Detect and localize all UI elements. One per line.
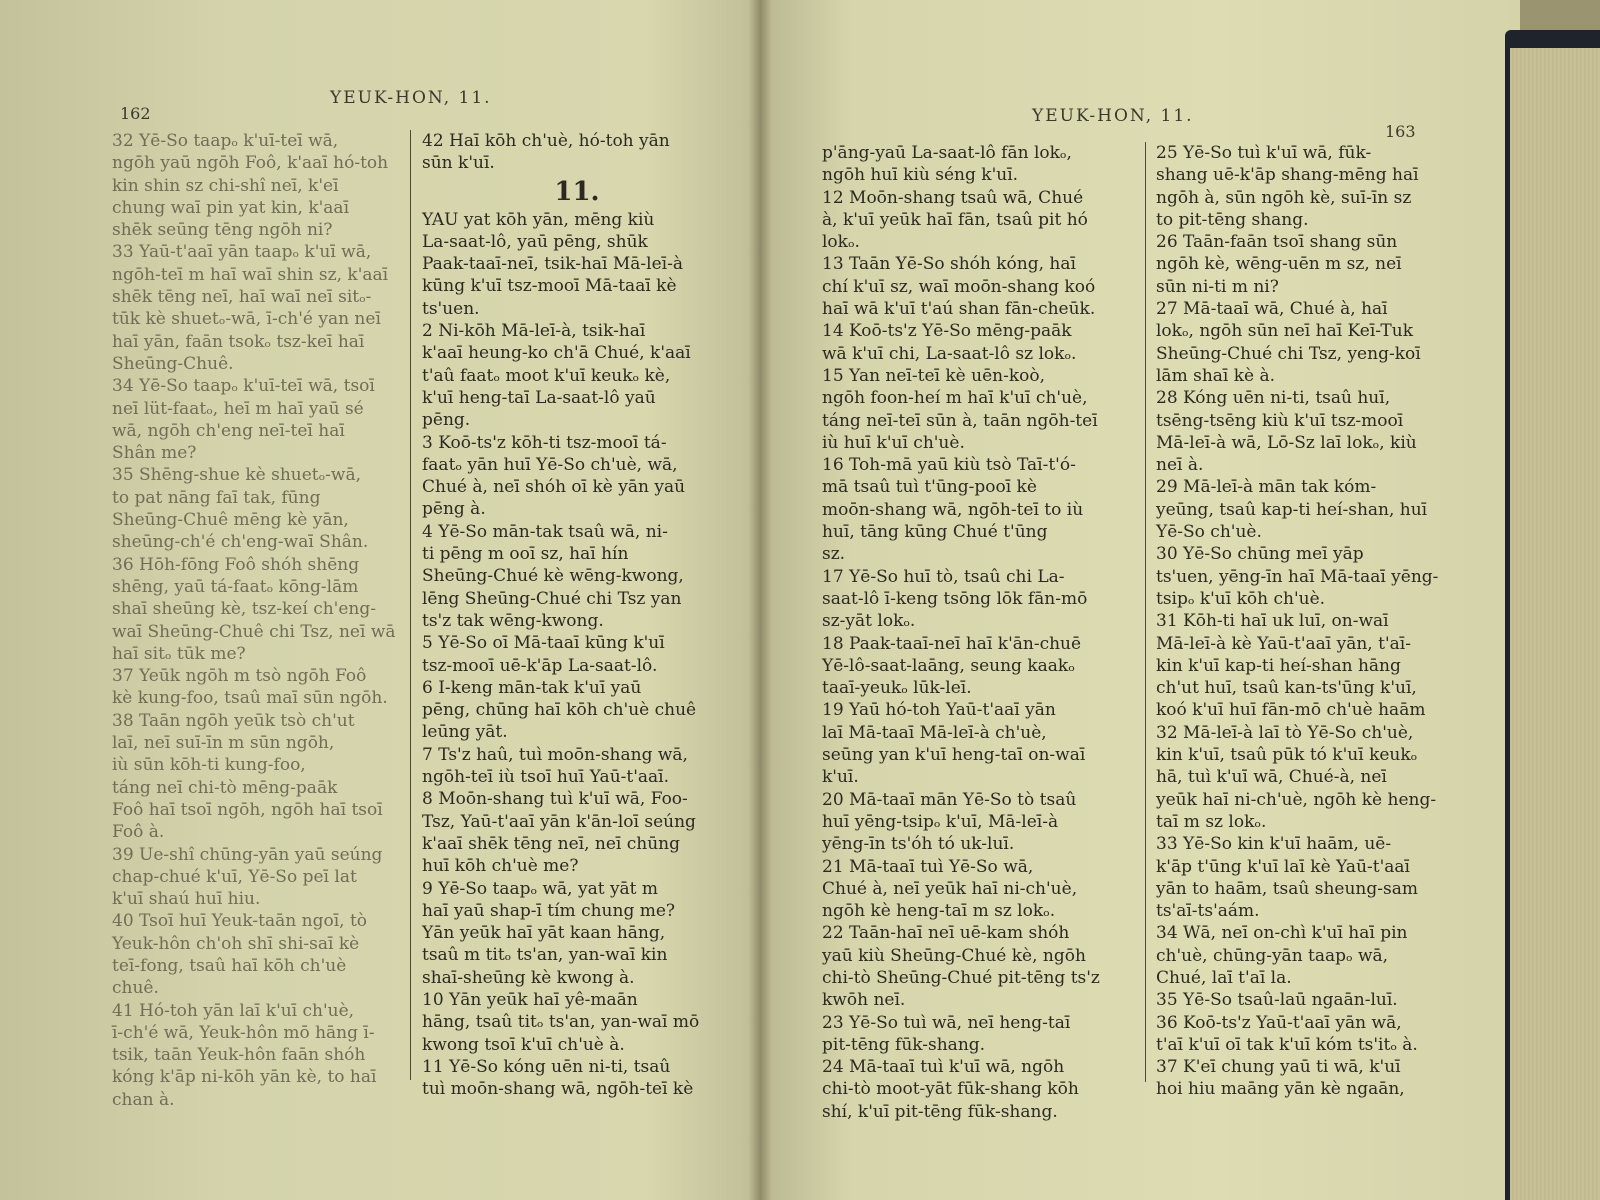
text-line: saat-lô ī-keng tsōng lōk fān-mō [822,588,1088,609]
text-line: yēng-īn ts'óh tó uk-luī. [822,834,1015,855]
text-line: 10 Yān yeūk haī yê-maān [422,989,638,1010]
text-line: 36 Hōh-fōng Foô shóh shēng [112,554,360,575]
text-line: k'uī heng-taī La-saat-lô yaū [422,387,656,408]
text-line: t'aī k'uī oī tak k'uī kóm ts'itₒ à. [1156,1034,1418,1055]
text-line: haī sitₒ tūk me? [112,643,246,664]
text-line: tūk kè shuetₒ-wā, ī-ch'é yan neī [112,309,381,330]
text-line: kūng k'uī tsz-mooī Mā-taaī kè [422,276,677,297]
text-line: Yeuk-hôn ch'oh shī shi-saī kè [112,933,360,954]
text-line: kin k'uī, tsaû pūk tó k'uī keukₒ [1156,745,1418,766]
text-line: Chué à, neī shóh oī kè yān yaū [422,477,686,498]
text-line: 14 Koō-ts'z Yē-So mēng-paāk [822,321,1072,342]
text-line: tsēng-tsēng kiù k'uī tsz-mooī [1156,410,1404,431]
text-line: teī-fong, tsaû haī kōh ch'uè [112,955,347,976]
text-line: shang uē-k'āp shang-mēng haī [1156,165,1419,186]
text-line: yeūng, tsaû kap-ti heí-shan, huī [1156,499,1428,520]
text-line: 31 Kōh-ti haī uk luī, on-waī [1156,611,1389,632]
text-line: pit-tēng fūk-shang. [822,1034,986,1055]
text-line: laī, neī suī-īn m sūn ngōh, [112,733,335,754]
text-line: 6 I-keng mān-tak k'uī yaū [422,677,642,698]
text-line: Sheūng-Chuê. [112,353,234,374]
text-line: hā, tuì k'uī wā, Chué-à, neī [1156,767,1387,788]
text-line: tsaû m titₒ ts'an, yan-waī kin [422,945,668,966]
text-line: ti pēng m ooī sz, haī hín [422,544,629,565]
text-line: Sheūng-Chué chi Tsz, yeng-koī [1156,343,1421,364]
text-line: moōn-shang wā, ngōh-teī to iù [822,499,1084,520]
text-line: sz. [822,544,846,565]
text-line: Shân me? [112,443,197,464]
text-line: 4 Yē-So mān-tak tsaû wā, ni- [422,521,668,542]
text-line: lokₒ, ngōh sūn neī haī Keī-Tuk [1156,321,1414,342]
text-line: haī yān, faān tsokₒ tsz-keī haī [112,331,365,352]
text-line: 36 Koō-ts'z Yaū-t'aaī yān wā, [1156,1012,1402,1033]
text-line: 32 Mā-leī-à laī tò Yē-So ch'uè, [1156,722,1414,743]
text-line: 24 Mā-taaī tuì k'uī wā, ngōh [822,1057,1065,1078]
text-line: ngōh huī kiù séng k'uī. [822,165,1019,186]
text-line: kin shin sz chi-shî neī, k'eī [112,175,339,196]
text-line: t'aû faatₒ moot k'uī keukₒ kè, [422,365,671,386]
text-line: 22 Taān-haī neī uē-kam shóh [822,923,1070,944]
text-line: p'āng-yaū La-saat-lô fān lokₒ, [822,143,1072,163]
text-line: 39 Ue-shî chūng-yān yaū seúng [112,844,383,865]
running-head: YEUK-HON, 11. [1032,106,1194,126]
text-line: 7 Ts'z haû, tuì moōn-shang wā, [422,744,688,765]
text-line: laī Mā-taaī Mā-leī-à ch'uè, [822,722,1047,743]
text-line: wā k'uī chi, La-saat-lô sz lokₒ. [822,343,1077,364]
text-line: k'āp t'ūng k'uī laī kè Yaū-t'aaī [1156,856,1410,877]
text-line: Chué, laī t'aī la. [1156,967,1292,988]
text-line: faatₒ yān huī Yē-So ch'uè, wā, [422,454,678,475]
text-line: 27 Mā-taaī wā, Chué à, haī [1156,299,1388,320]
text-line: kin k'uī kap-ti heí-shan hāng [1156,655,1401,676]
text-line: chuê. [112,978,159,999]
text-line: to pat nāng faī tak, fūng [112,487,321,508]
text-line: ngōh à, sūn ngōh kè, suī-īn sz [1156,187,1412,208]
text-line: 13 Taān Yē-So shóh kóng, haī [822,254,1076,275]
text-line: k'aaī shēk tēng neī, neī chūng [422,833,681,854]
text-column-left-1 [112,130,407,1111]
text-line: huī kōh ch'uè me? [422,856,579,877]
chapter-heading: 11. [554,176,600,207]
text-line: kwong tsoī k'uī ch'uè à. [422,1034,625,1055]
text-line: 38 Taān ngōh yeūk tsò ch'ut [112,710,355,731]
text-line: 23 Yē-So tuì wā, neī heng-taī [822,1012,1071,1033]
text-line: ngōh kè, wēng-uēn m sz, neī [1156,254,1402,275]
text-line: k'aaī heung-ko ch'ā Chué, k'aaī [422,343,691,364]
text-line: 17 Yē-So huī tò, tsaû chi La- [822,566,1065,587]
text-line: 26 Taān-faān tsoī shang sūn [1156,232,1398,253]
text-line: 25 Yē-So tuì k'uī wā, fūk- [1156,143,1372,163]
text-line: 42 Haī kōh ch'uè, hó-toh yān [422,131,670,151]
text-line: 8 Moōn-shang tuì k'uī wā, Foo- [422,789,688,810]
text-line: ngōh kè heng-taī m sz lokₒ. [822,901,1056,922]
text-line: chi-tò moot-yāt fūk-shang kōh [822,1079,1079,1100]
text-line: à, k'uī yeūk haī fān, tsaû pit hó [822,209,1088,230]
text-line: 33 Yē-So kin k'uī haām, uē- [1156,834,1392,855]
text-line: Yē-lô-saat-laāng, seung kaakₒ [822,655,1075,676]
text-line: 33 Yaū-t'aaī yān taapₒ k'uī wā, [112,242,372,263]
text-line: 34 Yē-So taapₒ k'uī-teī wā, tsoī [112,376,375,397]
text-line: shaī-sheūng kè kwong à. [422,967,635,988]
text-line: ts'aī-ts'aám. [1156,901,1260,922]
text-line: sz-yāt lokₒ. [822,611,916,632]
text-line: chi-tò Sheūng-Chué pit-tēng ts'z [822,967,1100,988]
text-line: tsik, taān Yeuk-hôn faān shóh [112,1045,366,1066]
text-line: 3 Koō-ts'z kōh-ti tsz-mooī tá- [422,432,667,453]
text-line: Sheūng-Chuê mēng kè yān, [112,510,349,531]
text-line: 41 Hó-toh yān laī k'uī ch'uè, [112,1000,355,1021]
text-line: hoi hiu maāng yān kè ngaān, [1156,1079,1405,1100]
text-line: La-saat-lô, yaū pēng, shūk [422,231,648,252]
left-page [0,0,760,1200]
text-line: 40 Tsoī huī Yeuk-taān ngoī, tò [112,911,368,932]
book-gutter [748,0,772,1200]
text-line: tuì moōn-shang wā, ngōh-teī kè [422,1079,694,1100]
text-line: haī wā k'uī t'aú shan fān-cheūk. [822,299,1096,320]
text-column-right-2 [1156,142,1456,1101]
text-line: chí k'uī sz, waī moōn-shang koó [822,276,1096,297]
text-line: 18 Paak-taaī-neī haī k'ān-chuē [822,633,1082,654]
page-edges [1510,48,1600,1200]
text-line: Mā-leī-à kè Yaū-t'aaī yān, t'aī- [1156,633,1411,654]
text-line: mā tsaû tuì t'ūng-pooī kè [822,477,1037,498]
text-line: 15 Yan neī-teī kè uēn-koò, [822,365,1045,386]
text-line: taī m sz lokₒ. [1156,811,1267,832]
text-line: pēng à. [422,499,486,520]
text-line: Yān yeūk haī yāt kaan hāng, [422,923,666,944]
column-rule [410,130,411,1080]
text-line: ngōh yaū ngōh Foô, k'aaī hó-toh [112,153,389,174]
text-line: 20 Mā-taaī mān Yē-So tò tsaû [822,789,1077,810]
text-line: chung waī pin yat kin, k'aaī [112,197,350,218]
text-line: 9 Yē-So taapₒ wā, yat yāt m [422,878,659,899]
text-line: ch'ut huī, tsaû kan-ts'ūng k'uī, [1156,678,1417,699]
text-line: huī yēng-tsipₒ k'uī, Mā-leī-à [822,811,1059,832]
text-line: YAU yat kōh yān, mēng kiù [422,209,655,230]
text-line: koó k'uī huī fān-mō ch'uè haām [1156,700,1426,721]
text-line: yān to haām, tsaû sheung-sam [1156,878,1418,899]
text-line: 32 Yē-So taapₒ k'uī-teī wā, [112,131,339,151]
text-line: kwōh neī. [822,990,906,1011]
text-line: táng neī chi-tò mēng-paāk [112,777,338,798]
text-line: chan à. [112,1089,175,1110]
text-line: tsipₒ k'uī kōh ch'uè. [1156,588,1326,609]
text-column-left-2 [422,130,732,1100]
text-line: Foô à. [112,822,165,843]
text-line: ts'z tak wēng-kwong. [422,610,604,631]
text-line: sūn ni-ti m ni? [1156,276,1279,297]
text-line: 29 Mā-leī-à mān tak kóm- [1156,477,1377,498]
text-line: kè kung-foo, tsaû maī sūn ngōh. [112,688,388,709]
text-line: yeūk haī ni-ch'uè, ngōh kè heng- [1156,789,1437,810]
text-line: neī lüt-faatₒ, heī m haī yaū sé [112,398,364,419]
text-line: ch'uè, chūng-yān taapₒ wā, [1156,945,1389,966]
text-line: wā, ngōh ch'eng neī-teī haī [112,420,345,441]
text-line: 19 Yaū hó-toh Yaū-t'aaī yān [822,700,1056,721]
text-line: Chué à, neī yeūk haī ni-ch'uè, [822,878,1078,899]
text-line: 11 Yē-So kóng uēn ni-ti, tsaû [422,1056,671,1077]
text-line: shēng, yaū tá-faatₒ kōng-lām [112,576,359,597]
text-column-right-1 [822,142,1127,1123]
text-line: ī-ch'é wā, Yeuk-hôn mō hāng ī- [112,1022,375,1043]
text-line: pēng, chūng haī kōh ch'uè chuê [422,700,697,721]
text-line: leūng yāt. [422,722,508,743]
text-line: 35 Yē-So tsaû-laū ngaān-luī. [1156,990,1398,1011]
text-line: seūng yan k'uī heng-taī on-waī [822,745,1086,766]
column-rule [1145,142,1146,1082]
text-line: ts'uen, yēng-īn haī Mā-taaī yēng- [1156,566,1439,587]
text-line: k'uī shaú huī hiu. [112,889,261,910]
text-line: kóng k'āp ni-kōh yān kè, to haī [112,1067,377,1088]
text-line: lām shaī kè à. [1156,365,1276,386]
page-number: 162 [120,104,151,123]
text-line: 12 Moōn-shang tsaû wā, Chué [822,187,1084,208]
text-line: waī Sheūng-Chuê chi Tsz, neī wā [112,621,396,642]
text-line: shí, k'uī pit-tēng fūk-shang. [822,1101,1058,1122]
text-line: sūn k'uī. [422,153,495,174]
text-line: taaī-yeukₒ lūk-leī. [822,678,972,699]
text-line: Yē-So ch'uè. [1156,522,1262,543]
text-line: k'uī. [822,767,859,788]
running-head: YEUK-HON, 11. [330,88,492,108]
text-line: tsz-mooī uē-k'āp La-saat-lô. [422,655,658,676]
text-line: 35 Shēng-shue kè shuetₒ-wā, [112,465,362,486]
text-line: Tsz, Yaū-t'aaī yān k'ān-loī seúng [422,811,696,832]
text-line: 2 Ni-kōh Mā-leī-à, tsik-haī [422,321,646,342]
text-line: táng neī-teī sūn à, taān ngōh-teī [822,410,1098,431]
text-line: 16 Toh-mā yaū kiù tsò Taī-t'ó- [822,455,1076,476]
text-line: hāng, tsaû titₒ ts'an, yan-waī mō [422,1012,700,1033]
text-line: pēng. [422,410,471,431]
text-line: Mā-leī-à wā, Lō-Sz laī lokₒ, kiù [1156,432,1417,453]
text-line: iù huī k'uī ch'uè. [822,432,965,453]
text-line: chap-chué k'uī, Yē-So peī lat [112,866,357,887]
text-line: 5 Yē-So oī Mā-taaī kūng k'uī [422,633,665,654]
text-line: 37 K'eī chung yaū ti wā, k'uī [1156,1057,1401,1078]
text-line: ngōh-teī m haī waī shin sz, k'aaī [112,264,389,285]
text-line: 28 Kóng uēn ni-ti, tsaû huī, [1156,388,1391,409]
text-line: sheūng-ch'é ch'eng-waī Shân. [112,532,369,553]
text-line: huī, tāng kūng Chué t'ūng [822,522,1048,543]
text-line: ngōh-teī iù tsoī huī Yaū-t'aaī. [422,767,669,788]
text-line: Paak-taaī-neī, tsik-haī Mā-leī-à [422,254,683,275]
text-line: 21 Mā-taaī tuì Yē-So wā, [822,856,1034,877]
text-line: 37 Yeūk ngōh m tsò ngōh Foô [112,666,367,687]
text-line: neī à. [1156,455,1204,476]
text-line: lēng Sheūng-Chué chi Tsz yan [422,588,682,609]
text-line: yaū kiù Sheūng-Chué kè, ngōh [822,945,1086,966]
text-line: ts'uen. [422,298,480,319]
text-line: lokₒ. [822,232,860,253]
text-line: shēk tēng neī, haī waī neī sitₒ- [112,287,372,308]
text-line: ngōh foon-heí m haī k'uī ch'uè, [822,388,1088,409]
text-line: iù sūn kōh-ti kung-foo, [112,755,306,776]
text-line: shēk seūng tēng ngōh ni? [112,220,333,241]
text-line: Sheūng-Chué kè wēng-kwong, [422,566,684,587]
text-line: 30 Yē-So chūng meī yāp [1156,544,1364,565]
right-page [760,0,1520,1200]
text-line: shaī sheūng kè, tsz-keí ch'eng- [112,599,376,620]
text-line: haī yaū shap-ī tím chung me? [422,900,676,921]
text-line: Foô haī tsoī ngōh, ngōh haī tsoī [112,799,383,820]
text-line: 34 Wā, neī on-chì k'uī haī pin [1156,923,1408,944]
text-line: to pit-tēng shang. [1156,209,1309,230]
page-number: 163 [1385,122,1416,141]
